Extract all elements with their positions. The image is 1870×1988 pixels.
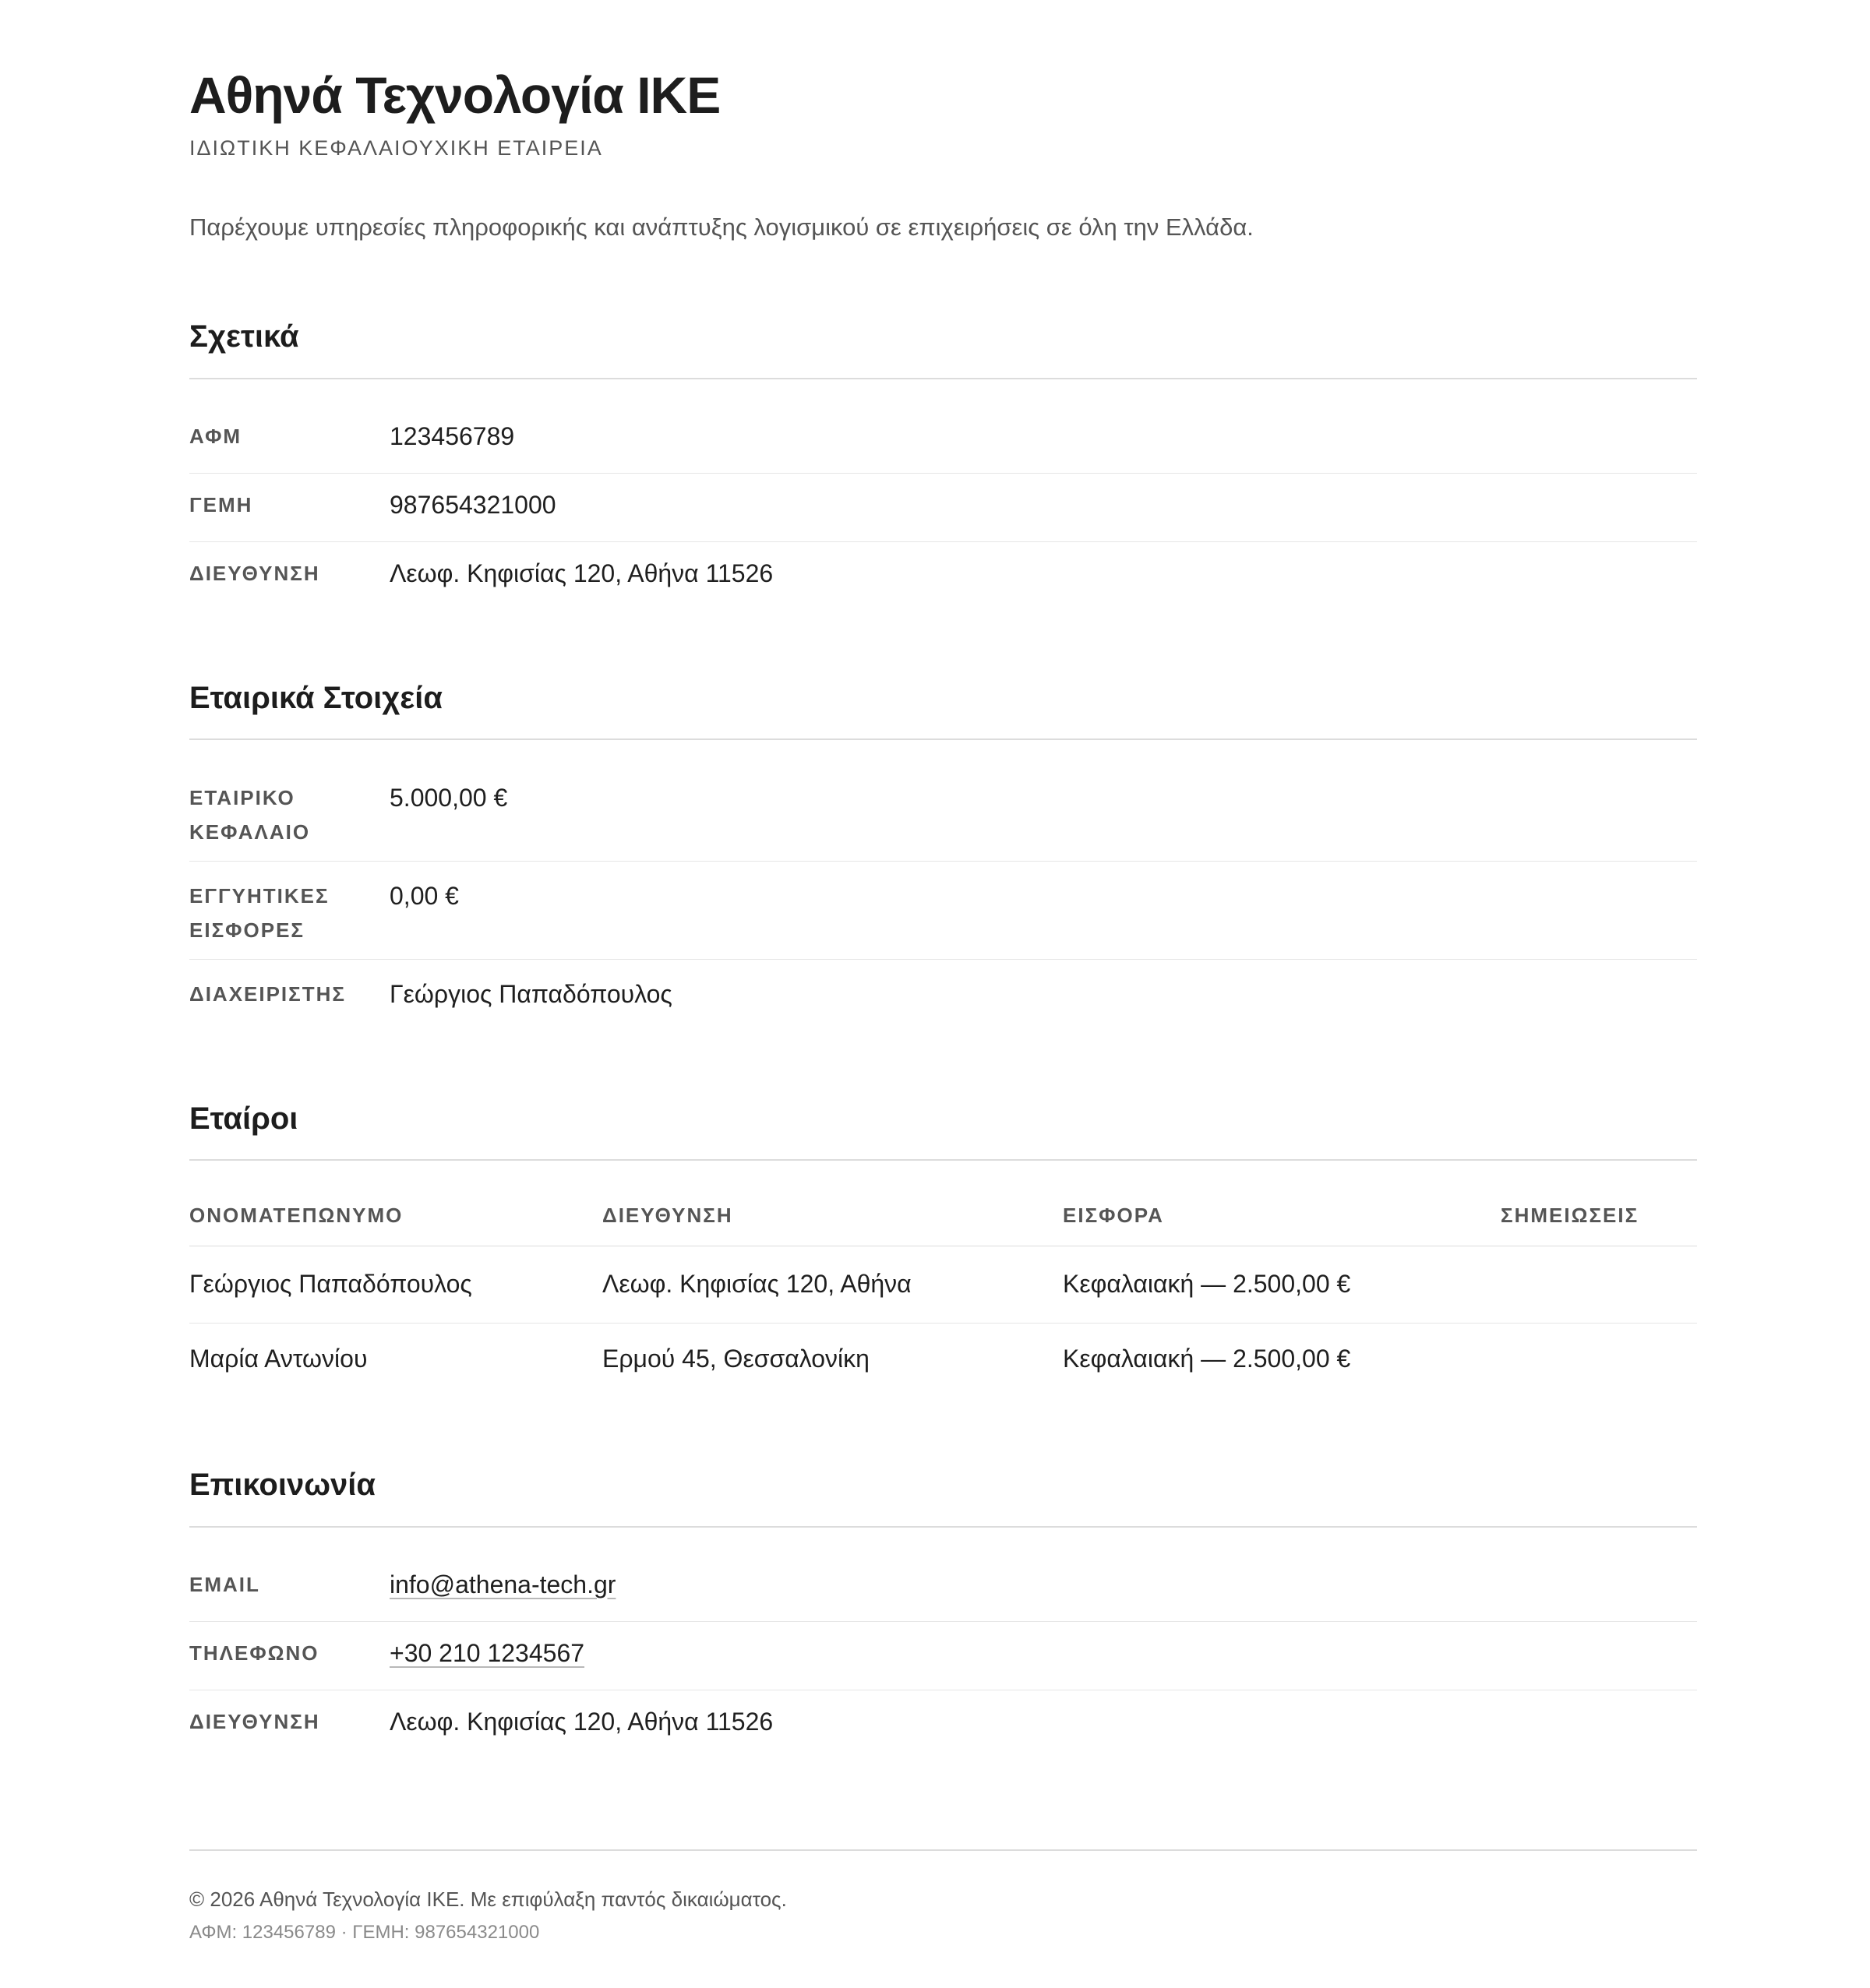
partner-name: Μαρία Αντωνίου (189, 1345, 368, 1373)
contact-address-value: Λεωφ. Κηφισίας 120, Αθήνα 11526 (390, 1708, 774, 1736)
company-title: Αθηνά Τεχνολογία ΙΚΕ (189, 66, 721, 124)
partner-contribution: Κεφαλαιακή — 2.500,00 € (1063, 1345, 1351, 1373)
partners-table-header (189, 1200, 1697, 1246)
email-label: EMAIL (189, 1573, 260, 1596)
row-divider (189, 959, 1697, 960)
partner-address: Λεωφ. Κηφισίας 120, Αθήνα (602, 1270, 912, 1298)
about-heading: Σχετικά (189, 319, 299, 354)
gemi-value: 987654321000 (390, 491, 556, 519)
guarantee-value: 0,00 € (390, 882, 459, 910)
partner-name: Γεώργιος Παπαδόπουλος (189, 1270, 472, 1298)
corporate-section (189, 678, 1697, 718)
email-link[interactable]: info@athena-tech.gr (390, 1570, 616, 1599)
afm-label: ΑΦΜ (189, 425, 242, 448)
contact-row-phone (189, 1636, 1697, 1690)
about-section (189, 316, 1697, 357)
about-heading-rule (189, 378, 1697, 379)
address-label: ΔΙΕΥΘΥΝΣΗ (189, 562, 320, 585)
row-divider (189, 1323, 1697, 1324)
guarantee-label-line1: ΕΓΓΥΗΤΙΚΕΣ (189, 884, 330, 908)
capital-label-line1: ΕΤΑΙΡΙΚΟ (189, 786, 295, 809)
row-divider (189, 861, 1697, 862)
partners-section (189, 1098, 1697, 1139)
about-row-address (189, 556, 1697, 603)
about-row-gemi (189, 488, 1697, 542)
partners-heading: Εταίροι (189, 1102, 298, 1136)
guarantee-label-line2: ΕΙΣΦΟΡΕΣ (189, 918, 305, 942)
contact-row-email (189, 1567, 1697, 1622)
contact-row-address (189, 1704, 1697, 1751)
footer-rule (189, 1849, 1697, 1851)
gemi-label: ΓΕΜΗ (189, 493, 253, 516)
row-divider (189, 541, 1697, 542)
row-divider (189, 473, 1697, 474)
row-divider (189, 1621, 1697, 1622)
corporate-heading: Εταιρικά Στοιχεία (189, 681, 443, 715)
contact-section (189, 1465, 1697, 1505)
corporate-heading-rule (189, 738, 1697, 740)
column-header-contribution: ΕΙΣΦΟΡΑ (1063, 1204, 1164, 1227)
column-header-address: ΔΙΕΥΘΥΝΣΗ (602, 1204, 733, 1227)
address-value: Λεωφ. Κηφισίας 120, Αθήνα 11526 (390, 559, 774, 587)
corporate-row-guarantee (189, 879, 1697, 960)
afm-value: 123456789 (390, 422, 515, 450)
footer-registration-ids: ΑΦΜ: 123456789 · ΓΕΜΗ: 987654321000 (189, 1922, 540, 1943)
contact-heading-rule (189, 1526, 1697, 1528)
table-row (189, 1267, 1697, 1324)
manager-value: Γεώργιος Παπαδόπουλος (390, 980, 672, 1008)
table-row (189, 1341, 1697, 1388)
partner-address: Ερμού 45, Θεσσαλονίκη (602, 1345, 870, 1373)
partner-contribution: Κεφαλαιακή — 2.500,00 € (1063, 1270, 1351, 1298)
manager-label: ΔΙΑΧΕΙΡΙΣΤΗΣ (189, 982, 347, 1006)
phone-link[interactable]: +30 210 1234567 (390, 1639, 585, 1667)
partners-heading-rule (189, 1159, 1697, 1161)
footer-copyright: © 2026 Αθηνά Τεχνολογία ΙΚΕ. Με επιφύλαξη παντός δικαιώματος. (189, 1888, 787, 1911)
contact-address-label: ΔΙΕΥΘΥΝΣΗ (189, 1710, 320, 1733)
contact-heading: Επικοινωνία (189, 1468, 376, 1502)
column-header-notes: ΣΗΜΕΙΩΣΕΙΣ (1501, 1204, 1639, 1227)
corporate-row-capital (189, 781, 1697, 862)
capital-value: 5.000,00 € (390, 784, 508, 812)
company-description: Παρέχουμε υπηρεσίες πληροφορικής και ανάπτυξης λογισμικού σε επιχειρήσεις σε όλη την Ελλάδα. (189, 213, 1254, 241)
capital-label-line2: ΚΕΦΑΛΑΙΟ (189, 820, 311, 844)
company-type: ΙΔΙΩΤΙΚΗ ΚΕΦΑΛΑΙΟΥΧΙΚΗ ΕΤΑΙΡΕΙΑ (189, 136, 603, 160)
about-row-afm (189, 419, 1697, 474)
corporate-row-manager (189, 977, 1697, 1024)
column-header-name: ΟΝΟΜΑΤΕΠΩΝΥΜΟ (189, 1204, 404, 1227)
phone-label: ΤΗΛΕΦΩΝΟ (189, 1641, 319, 1665)
